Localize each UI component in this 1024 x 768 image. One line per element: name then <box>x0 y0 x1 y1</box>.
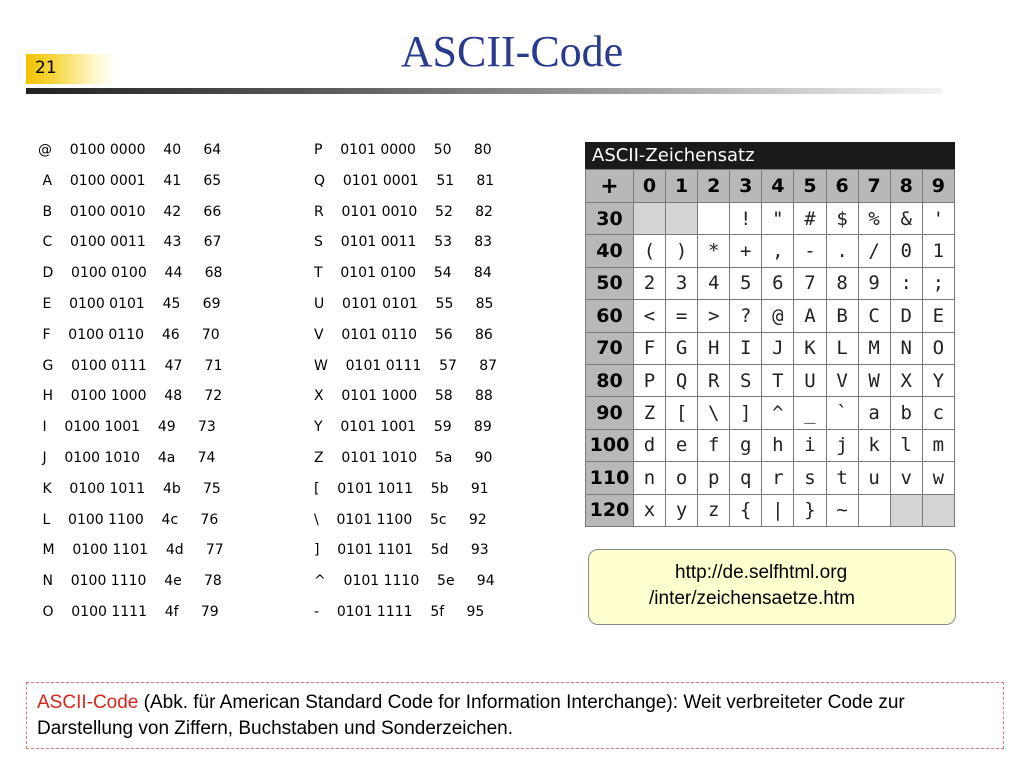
code-row: ] 0101 1101 5d 93 <box>314 542 489 559</box>
code-row: D 0100 0100 44 68 <box>38 265 223 282</box>
charset-row-header: 80 <box>586 364 634 396</box>
charset-cell: { <box>730 494 762 526</box>
code-row: @ 0100 0000 40 64 <box>38 142 222 158</box>
charset-row <box>586 429 955 461</box>
code-row: \ 0101 1100 5c 92 <box>314 511 487 528</box>
code-row: G 0100 0111 47 71 <box>38 357 223 374</box>
charset-cell-unused <box>922 494 954 526</box>
charset-cell-unused <box>890 494 922 526</box>
charset-cell: Q <box>666 364 698 396</box>
charset-cell: * <box>698 235 730 267</box>
charset-col-header: 2 <box>698 170 730 203</box>
code-row: O 0100 1111 4f 79 <box>38 603 219 620</box>
charset-cell: S <box>730 364 762 396</box>
charset-cell: ) <box>666 235 698 267</box>
charset-cell: / <box>858 235 890 267</box>
charset-cell: % <box>858 203 890 235</box>
charset-cell: } <box>794 494 826 526</box>
charset-col-header: 4 <box>762 170 794 203</box>
charset-cell: A <box>794 300 826 332</box>
code-row: ^ 0101 1110 5e 94 <box>314 573 495 590</box>
charset-cell: C <box>858 300 890 332</box>
charset-cell: [ <box>666 397 698 429</box>
code-row: Z 0101 1010 5a 90 <box>314 449 493 466</box>
charset-cell: 5 <box>730 267 762 299</box>
charset-col-header: 7 <box>858 170 890 203</box>
charset-row <box>586 462 955 494</box>
charset-cell: R <box>698 364 730 396</box>
code-list-left <box>38 138 224 631</box>
charset-col-header: 3 <box>730 170 762 203</box>
charset-cell: T <box>762 364 794 396</box>
charset-cell: " <box>762 203 794 235</box>
source-url-box <box>588 549 956 625</box>
charset-cell: & <box>890 203 922 235</box>
charset-cell: $ <box>826 203 858 235</box>
charset-cell: v <box>890 462 922 494</box>
charset-row <box>586 494 955 526</box>
charset-cell: W <box>858 364 890 396</box>
charset-cell: x <box>633 494 665 526</box>
charset-cell: k <box>858 429 890 461</box>
charset-cell: M <box>858 332 890 364</box>
code-list-right <box>314 138 497 631</box>
charset-corner: + <box>586 170 634 203</box>
charset-cell: ] <box>730 397 762 429</box>
charset-cell: z <box>698 494 730 526</box>
charset-cell: ^ <box>762 397 794 429</box>
code-row: K 0100 1011 4b 75 <box>38 480 221 497</box>
source-url-line1: http://de.selfhtml.org <box>675 562 848 583</box>
code-row: F 0100 0110 46 70 <box>38 326 220 343</box>
charset-cell: G <box>666 332 698 364</box>
code-row: Q 0101 0001 51 81 <box>314 172 495 189</box>
code-row: N 0100 1110 4e 78 <box>38 573 222 590</box>
charset-cell: s <box>794 462 826 494</box>
charset-cell: D <box>890 300 922 332</box>
charset-cell: h <box>762 429 794 461</box>
charset-cell: l <box>890 429 922 461</box>
charset-cell: + <box>730 235 762 267</box>
charset-col-header: 5 <box>794 170 826 203</box>
charset-cell: V <box>826 364 858 396</box>
charset-cell: N <box>890 332 922 364</box>
charset-cell: o <box>666 462 698 494</box>
charset-row <box>586 203 955 235</box>
charset-row-header: 30 <box>586 203 634 235</box>
charset-row-header: 110 <box>586 462 634 494</box>
charset-row <box>586 267 955 299</box>
code-row: U 0101 0101 55 85 <box>314 295 494 312</box>
charset-cell: P <box>633 364 665 396</box>
code-row: [ 0101 1011 5b 91 <box>314 480 489 497</box>
code-row: L 0100 1100 4c 76 <box>38 511 219 528</box>
charset-cell: , <box>762 235 794 267</box>
charset-row <box>586 332 955 364</box>
code-row: M 0100 1101 4d 77 <box>38 542 224 559</box>
charset-col-header: 9 <box>922 170 954 203</box>
charset-cell: > <box>698 300 730 332</box>
charset-cell: 0 <box>890 235 922 267</box>
charset-cell: y <box>666 494 698 526</box>
charset-cell: | <box>762 494 794 526</box>
code-row: - 0101 1111 5f 95 <box>314 603 485 620</box>
charset-cell: : <box>890 267 922 299</box>
charset-cell: J <box>762 332 794 364</box>
charset-cell: 8 <box>826 267 858 299</box>
charset-cell: I <box>730 332 762 364</box>
charset-cell: w <box>922 462 954 494</box>
charset-row-header: 40 <box>586 235 634 267</box>
charset-cell: U <box>794 364 826 396</box>
page-title: ASCII-Code <box>400 27 624 76</box>
code-row: H 0100 1000 48 72 <box>38 388 223 405</box>
charset-cell: H <box>698 332 730 364</box>
charset-cell: i <box>794 429 826 461</box>
charset-cell: _ <box>794 397 826 429</box>
charset-col-header: 6 <box>826 170 858 203</box>
charset-grid <box>585 169 955 527</box>
charset-cell-unused <box>633 203 665 235</box>
charset-cell: r <box>762 462 794 494</box>
charset-col-header: 8 <box>890 170 922 203</box>
code-row: I 0100 1001 49 73 <box>38 419 216 436</box>
charset-cell: ? <box>730 300 762 332</box>
charset-cell: ( <box>633 235 665 267</box>
charset-cell: L <box>826 332 858 364</box>
charset-cell: = <box>666 300 698 332</box>
charset-cell: g <box>730 429 762 461</box>
slide-number: 21 <box>35 58 57 78</box>
charset-cell: ! <box>730 203 762 235</box>
code-row: A 0100 0001 41 65 <box>38 172 222 189</box>
description-text: (Abk. für American Standard Code for Information Interchange): Weit verbreiteter Code zur Darstellung von Ziffern, Buchstaben und Sonderzeichen. <box>37 692 905 739</box>
code-row: X 0101 1000 58 88 <box>314 388 493 405</box>
charset-row <box>586 300 955 332</box>
charset-cell: q <box>730 462 762 494</box>
charset-cell: n <box>633 462 665 494</box>
code-row: J 0100 1010 4a 74 <box>38 449 216 466</box>
charset-cell: O <box>922 332 954 364</box>
charset-row-header: 100 <box>586 429 634 461</box>
code-row: P 0101 0000 50 80 <box>314 142 492 158</box>
charset-cell: e <box>666 429 698 461</box>
code-row: E 0100 0101 45 69 <box>38 295 221 312</box>
charset-cell: 4 <box>698 267 730 299</box>
source-url-line2: /inter/zeichensaetze.htm <box>649 588 855 609</box>
description-box <box>26 682 1004 749</box>
charset-cell: ` <box>826 397 858 429</box>
charset-row-header: 120 <box>586 494 634 526</box>
charset-cell: F <box>633 332 665 364</box>
code-row: C 0100 0011 43 67 <box>38 234 222 251</box>
charset-cell: 3 <box>666 267 698 299</box>
charset-cell: b <box>890 397 922 429</box>
code-row: V 0101 0110 56 86 <box>314 326 493 343</box>
charset-cell: 6 <box>762 267 794 299</box>
charset-cell: B <box>826 300 858 332</box>
charset-cell: . <box>826 235 858 267</box>
charset-row-header: 50 <box>586 267 634 299</box>
charset-cell: 2 <box>633 267 665 299</box>
charset-row <box>586 397 955 429</box>
charset-cell-unused <box>666 203 698 235</box>
code-row: S 0101 0011 53 83 <box>314 234 493 251</box>
charset-cell: \ <box>698 397 730 429</box>
charset-cell: j <box>826 429 858 461</box>
charset-cell: Y <box>922 364 954 396</box>
charset-cell: c <box>922 397 954 429</box>
charset-col-header: 0 <box>633 170 665 203</box>
charset-cell: 7 <box>794 267 826 299</box>
charset-cell <box>698 203 730 235</box>
charset-cell: ~ <box>826 494 858 526</box>
charset-cell: 9 <box>858 267 890 299</box>
charset-cell: a <box>858 397 890 429</box>
charset-row <box>586 235 955 267</box>
charset-cell: - <box>794 235 826 267</box>
charset-cell: t <box>826 462 858 494</box>
charset-cell: ; <box>922 267 954 299</box>
charset-col-header: 1 <box>666 170 698 203</box>
charset-cell: Z <box>633 397 665 429</box>
charset-cell: p <box>698 462 730 494</box>
charset-cell: E <box>922 300 954 332</box>
charset-cell: X <box>890 364 922 396</box>
code-row: W 0101 0111 57 87 <box>314 357 498 374</box>
charset-cell: < <box>633 300 665 332</box>
charset-row-header: 70 <box>586 332 634 364</box>
charset-cell: @ <box>762 300 794 332</box>
charset-cell: m <box>922 429 954 461</box>
charset-row-header: 90 <box>586 397 634 429</box>
charset-cell <box>858 494 890 526</box>
code-row: Y 0101 1001 59 89 <box>314 419 492 436</box>
code-row: B 0100 0010 42 66 <box>38 203 222 220</box>
charset-cell: d <box>633 429 665 461</box>
ascii-charset-figure <box>585 142 955 528</box>
charset-title: ASCII-Zeichensatz <box>585 142 955 169</box>
charset-cell: K <box>794 332 826 364</box>
code-row: R 0101 0010 52 82 <box>314 203 493 220</box>
code-row: T 0101 0100 54 84 <box>314 265 492 282</box>
charset-cell: ' <box>922 203 954 235</box>
charset-cell: 1 <box>922 235 954 267</box>
charset-row-header: 60 <box>586 300 634 332</box>
charset-cell: f <box>698 429 730 461</box>
charset-cell: # <box>794 203 826 235</box>
charset-row <box>586 364 955 396</box>
header-divider <box>26 88 942 94</box>
charset-cell: u <box>858 462 890 494</box>
description-term: ASCII-Code <box>37 692 139 713</box>
